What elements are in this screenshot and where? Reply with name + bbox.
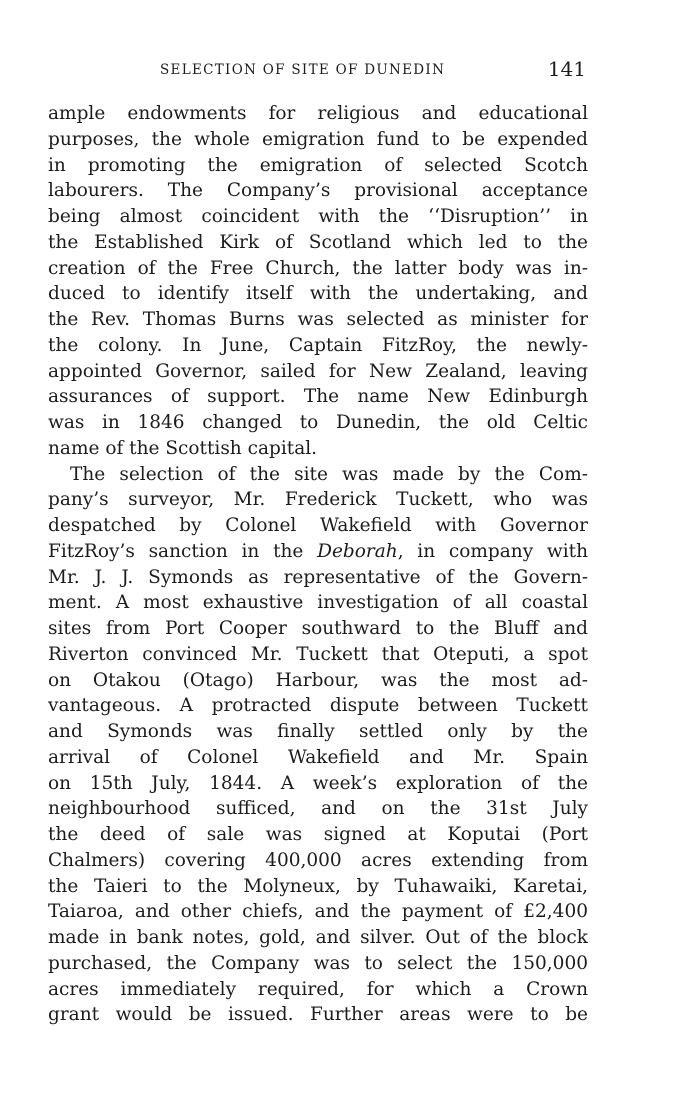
text-line: Riverton convinced Mr. Tuckett that Oteputi, a spot (48, 643, 588, 665)
text-line: duced to identify itself with the undertaking, and (48, 283, 588, 305)
text-line: Mr. J. J. Symonds as representative of the Govern- (48, 566, 588, 588)
running-head (48, 57, 588, 84)
text-line: grant would be issued. Further areas were to be (48, 1004, 588, 1026)
paragraph-1 (48, 101, 588, 462)
text-line: The selection of the site was made by the Com- (70, 463, 588, 485)
text-line: vantageous. A protracted dispute between Tuckett (48, 695, 588, 717)
text-line: the Taieri to the Molyneux, by Tuhawaiki, Karetai, (48, 875, 588, 897)
text-line: the deed of sale was signed at Koputai (Port (48, 824, 588, 845)
running-title: SELECTION OF SITE OF DUNEDIN (160, 62, 446, 78)
text-line: on Otakou (Otago) Harbour, was the most ad- (48, 669, 588, 691)
text-line: ment. A most exhaustive investigation of all coastal (48, 592, 588, 614)
text-line: the Established Kirk of Scotland which led to the (48, 231, 588, 253)
line-text-before: FitzRoy’s sanction in the (48, 540, 318, 562)
text-line: in promoting the emigration of selected Scotch (48, 154, 588, 176)
text-line: neighbourhood sufficed, and on the 31st July (48, 798, 588, 820)
text-line: made in bank notes, gold, and silver. Out of the block (48, 927, 588, 948)
text-line: arrival of Colonel Wakefield and Mr. Spain (48, 746, 588, 768)
text-line: the Rev. Thomas Burns was selected as minister for (48, 309, 588, 330)
text-line: on 15th July, 1844. A week’s exploration of the (48, 772, 588, 794)
text-line-with-ship-name (48, 539, 588, 565)
text-line: being almost coincident with the ‘‘Disruption’’ in (48, 206, 588, 227)
text-line: the colony. In June, Captain FitzRoy, the newly- (48, 334, 588, 356)
page-number: 141 (547, 57, 586, 81)
text-line: purposes, the whole emigration fund to be expended (48, 128, 588, 150)
text-line: and Symonds was finally settled only by the (48, 721, 588, 742)
text-line: pany’s surveyor, Mr. Frederick Tuckett, who was (48, 489, 588, 511)
text-line: Taiaroa, and other chiefs, and the payment of £2,400 (48, 901, 588, 923)
line-text-after: , in company with (397, 540, 588, 562)
text-line: despatched by Colonel Wakefield with Governor (48, 515, 588, 536)
text-line: Chalmers) covering 400,000 acres extending from (48, 849, 588, 871)
ship-name: Deborah (317, 540, 398, 562)
body-text (48, 101, 588, 1028)
text-line: acres immediately required, for which a Crown (48, 978, 588, 1000)
text-line: was in 1846 changed to Dunedin, the old Celtic (48, 412, 588, 433)
text-line: labourers. The Company’s provisional acceptance (48, 180, 588, 202)
text-line: appointed Governor, sailed for New Zealand, leaving (48, 360, 588, 382)
text-line: sites from Port Cooper southward to the Bluff and (48, 618, 588, 639)
text-line: purchased, the Company was to select the 150,000 (48, 952, 588, 974)
text-line: ample endowments for religious and educational (48, 103, 588, 124)
text-line: assurances of support. The name New Edinburgh (48, 386, 588, 408)
text-line: name of the Scottish capital. (48, 437, 318, 459)
paragraph-2 (48, 462, 588, 1029)
text-line: creation of the Free Church, the latter body was in- (48, 257, 588, 279)
